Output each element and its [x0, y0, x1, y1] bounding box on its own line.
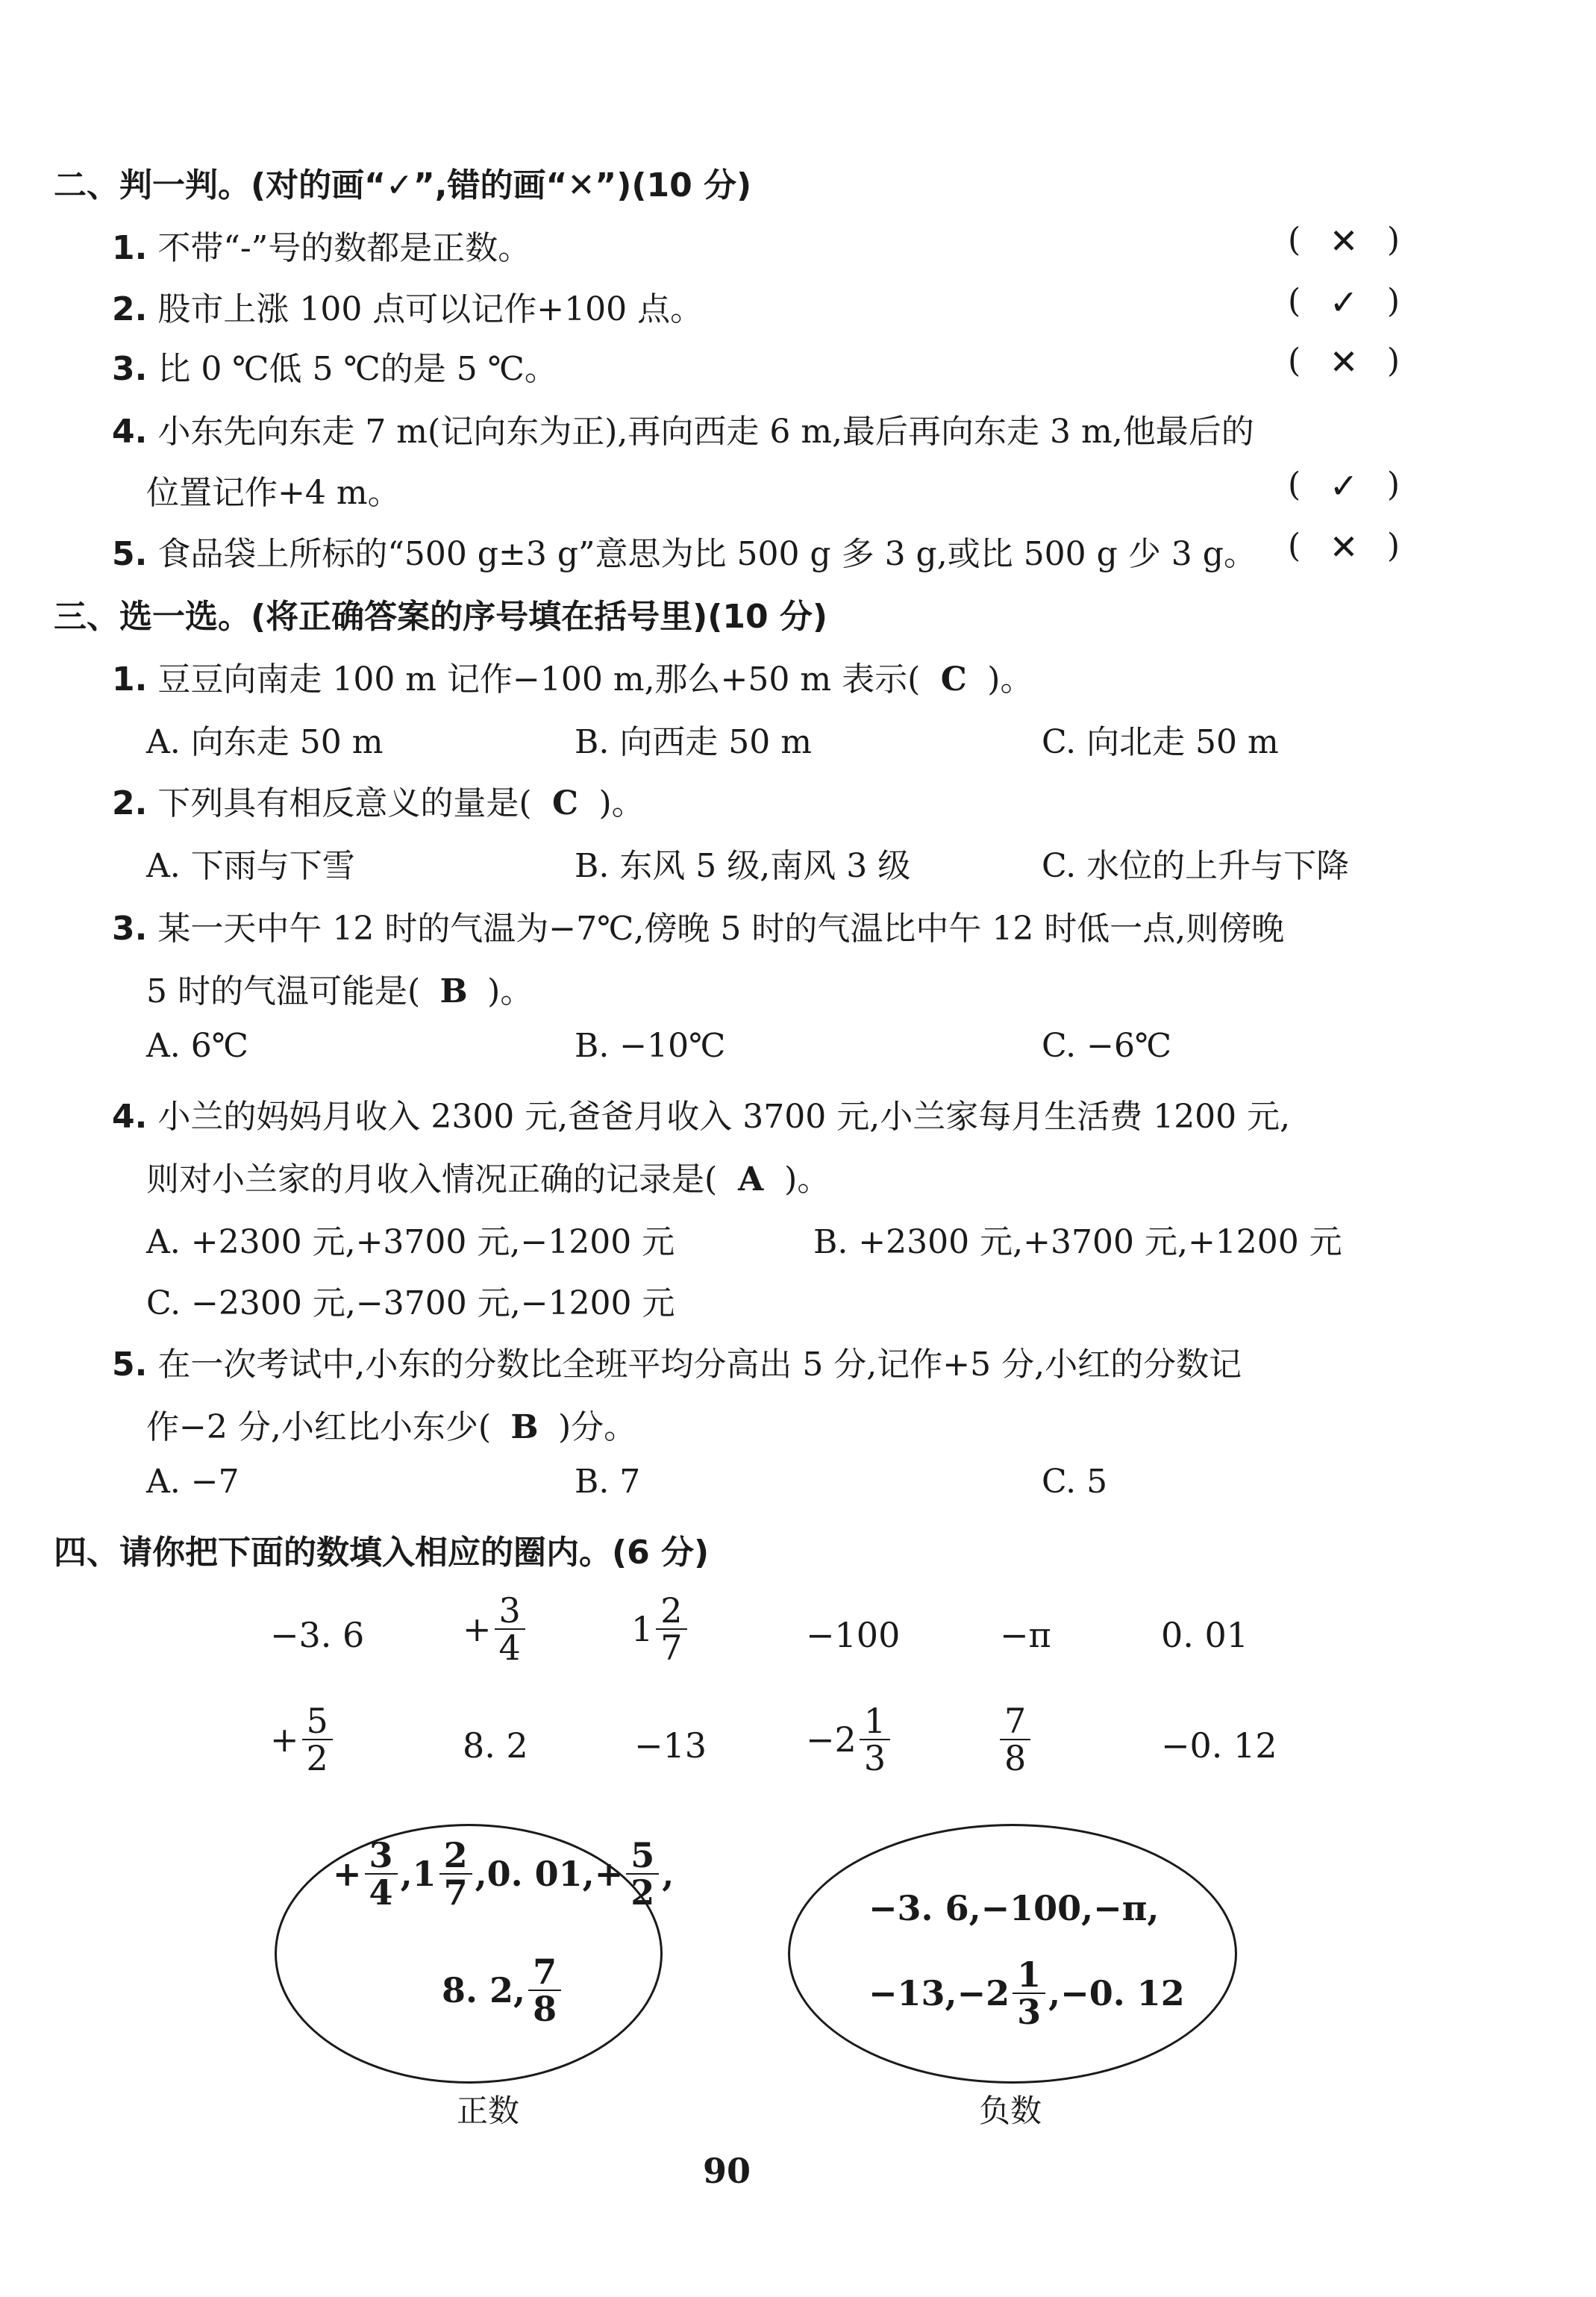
cross-icon: ✕	[1329, 527, 1359, 567]
choice-q5: 5. 在一次考试中,小东的分数比全班平均分高出 5 分,记作+5 分,小红的分数记	[112, 1346, 1242, 1384]
number-item: + $\frac{5}{2}$	[270, 1703, 336, 1777]
negative-line-2: −13,−2 $\frac{1}{3}$ ,−0. 12	[869, 1954, 1185, 2033]
judge-item-3: 3. 比 0 ℃低 5 ℃的是 5 ℃。	[112, 350, 557, 388]
q3-option-a: A. 6℃	[146, 1027, 248, 1065]
judge-item-4-cont: 位置记作+4 m。	[146, 474, 401, 512]
q3-option-b: B. −10℃	[575, 1027, 726, 1065]
negative-oval	[788, 1824, 1237, 2084]
q5-option-b: B. 7	[575, 1463, 641, 1501]
q2-option-b: B. 东风 5 级,南风 3 级	[575, 847, 911, 885]
number-item: $\frac{7}{8}$	[997, 1703, 1033, 1777]
judge-answer-5: ( ✕ )	[1288, 527, 1400, 567]
q3-option-c: C. −6℃	[1042, 1027, 1172, 1065]
choice-q4: 4. 小兰的妈妈月收入 2300 元,爸爸月收入 3700 元,小兰家每月生活费 1200 元,	[112, 1098, 1291, 1136]
number-item: 0. 01	[1161, 1615, 1249, 1655]
q1-option-c: C. 向北走 50 m	[1042, 723, 1279, 761]
number-item: −π	[1000, 1615, 1051, 1655]
answer-q4: A	[738, 1160, 764, 1198]
judge-item-1: 1. 不带“-”号的数都是正数。	[112, 229, 531, 267]
number-item: −13	[634, 1725, 707, 1766]
q4-option-b: B. +2300 元,+3700 元,+1200 元	[813, 1223, 1342, 1261]
section-2-title: 二、判一判。(对的画“✓”,错的画“✕”)(10 分)	[54, 166, 752, 204]
answer-q1: C	[940, 660, 967, 699]
judge-answer-4: ( ✓ )	[1288, 466, 1400, 506]
page-number: 90	[703, 2151, 751, 2191]
number-item: −0. 12	[1161, 1725, 1277, 1766]
check-icon: ✓	[1329, 466, 1359, 506]
number-item: + $\frac{3}{4}$	[463, 1593, 528, 1666]
answer-q2: C	[552, 784, 579, 822]
judge-item-2: 2. 股市上涨 100 点可以记作+100 点。	[112, 290, 704, 328]
q4-option-c: C. −2300 元,−3700 元,−1200 元	[146, 1284, 675, 1322]
choice-q5-cont: 作−2 分,小红比小东少( B )分。	[146, 1408, 637, 1446]
q1-option-b: B. 向西走 50 m	[575, 723, 812, 761]
positive-label: 正数	[457, 2093, 520, 2129]
cross-icon: ✕	[1329, 221, 1359, 261]
negative-label: 负数	[979, 2093, 1042, 2129]
q5-option-c: C. 5	[1042, 1463, 1108, 1501]
number-item: −100	[806, 1615, 901, 1655]
positive-line-2: 8. 2, $\frac{7}{8}$	[442, 1954, 564, 2028]
judge-answer-2: ( ✓ )	[1288, 282, 1400, 322]
q5-option-a: A. −7	[146, 1463, 240, 1501]
choice-q4-cont: 则对小兰家的月收入情况正确的记录是( A )。	[146, 1160, 830, 1198]
number-item: 8. 2	[463, 1725, 528, 1766]
choice-q3-cont: 5 时的气温可能是( B )。	[146, 972, 533, 1010]
judge-item-5: 5. 食品袋上所标的“500 g±3 g”意思为比 500 g 多 3 g,或比 500 g 少 3 g。	[112, 535, 1257, 573]
choice-q3: 3. 某一天中午 12 时的气温为−7℃,傍晚 5 时的气温比中午 12 时低一点,则傍晚	[112, 910, 1285, 948]
judge-item-4: 4. 小东先向东走 7 m(记向东为正),再向西走 6 m,最后再向东走 3 m,他最后的	[112, 413, 1254, 451]
judge-answer-3: ( ✕ )	[1288, 342, 1400, 382]
answer-q5: B	[510, 1408, 539, 1446]
number-item: −2 $\frac{1}{3}$	[806, 1703, 893, 1777]
answer-q3: B	[439, 972, 468, 1010]
check-icon: ✓	[1329, 282, 1359, 322]
q1-option-a: A. 向东走 50 m	[146, 723, 384, 761]
q2-option-c: C. 水位的上升与下降	[1042, 847, 1350, 885]
judge-answer-1: ( ✕ )	[1288, 221, 1400, 261]
q4-option-a: A. +2300 元,+3700 元,−1200 元	[146, 1223, 675, 1261]
choice-q2: 2. 下列具有相反意义的量是( C )。	[112, 784, 645, 822]
positive-line-1: + $\frac{3}{4}$ ,1 $\frac{2}{7}$ ,0. 01,+ $\frac{5}{2}$ ,	[333, 1835, 675, 1913]
number-item: −3. 6	[270, 1615, 365, 1655]
cross-icon: ✕	[1329, 342, 1359, 382]
choice-q1: 1. 豆豆向南走 100 m 记作−100 m,那么+50 m 表示( C )。	[112, 660, 1033, 699]
section-3-title: 三、选一选。(将正确答案的序号填在括号里)(10 分)	[54, 598, 827, 636]
negative-line-1: −3. 6,−100,−π,	[869, 1888, 1160, 1928]
number-item: 1 $\frac{2}{7}$	[631, 1593, 690, 1666]
q2-option-a: A. 下雨与下雪	[146, 847, 355, 885]
section-4-title: 四、请你把下面的数填入相应的圈内。(6 分)	[54, 1534, 710, 1572]
